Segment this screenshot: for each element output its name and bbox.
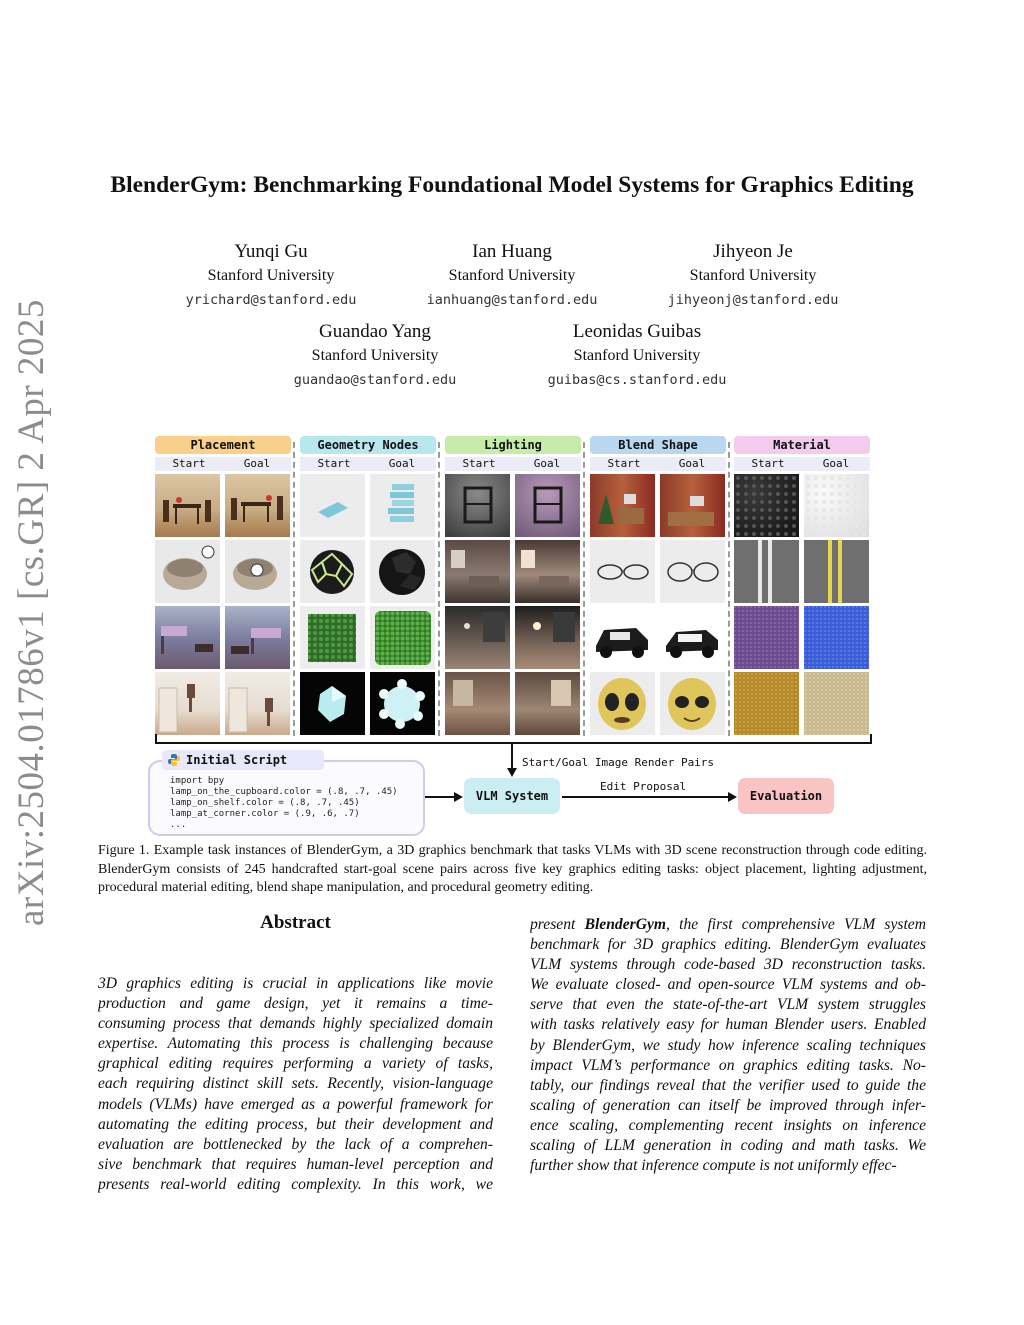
code-line: lamp_at_corner.color = (.9, .6, .7): [170, 809, 360, 819]
task-label-blend-shape: Blend Shape: [590, 436, 726, 454]
goal-label: Goal: [822, 457, 850, 470]
render-thumbnail: [370, 474, 435, 537]
render-thumbnail: [804, 672, 869, 735]
evaluation-box: Evaluation: [738, 778, 834, 814]
abstract-right-column: [530, 915, 926, 1176]
render-thumbnail: [300, 606, 365, 669]
author-name: Guandao Yang: [319, 321, 431, 342]
abstract-line: presents real-world editing complexity. In this work, we: [98, 1175, 493, 1193]
start-goal-header: [300, 457, 436, 471]
abstract-line: consuming process that demands highly specialized domain: [98, 1015, 493, 1033]
author-affiliation: Stanford University: [448, 267, 576, 284]
edit-proposal-arrow-line: [562, 796, 728, 798]
render-thumbnail: [804, 474, 869, 537]
render-thumbnail: [225, 672, 290, 735]
author-name: Ian Huang: [472, 241, 552, 262]
author-block: [255, 320, 495, 392]
author-affiliation: Stanford University: [573, 347, 701, 364]
abstract-line: VLM systems through code-based 3D reconstruction tasks.: [530, 956, 926, 974]
abstract-line: with tasks relatively easy for human Blender users. Enabled: [530, 1016, 926, 1034]
start-label: Start: [607, 457, 641, 470]
author-block: [392, 240, 632, 312]
task-column-geometry-nodes: [300, 436, 436, 735]
render-thumbnail: [445, 474, 510, 537]
column-separator: [438, 442, 440, 736]
abstract-line: scaling of generation can itself be improved through infer-: [530, 1096, 926, 1114]
task-column-blend-shape: [590, 436, 726, 735]
render-thumbnail: [515, 606, 580, 669]
render-thumbnail: [734, 540, 799, 603]
render-thumbnail: [225, 474, 290, 537]
column-separator: [728, 442, 730, 736]
start-goal-header: [155, 457, 291, 471]
abstract-line: We evaluate closed- and open-source VLM systems and ob-: [530, 976, 926, 994]
render-thumbnail: [155, 474, 220, 537]
task-label-geometry-nodes: Geometry Nodes: [300, 436, 436, 454]
render-thumbnail: [660, 540, 725, 603]
vlm-system-box: VLM System: [464, 778, 560, 814]
benchmark-name: BlenderGym: [584, 916, 667, 933]
figure-task-instances: [150, 436, 880, 836]
goal-label: Goal: [678, 457, 706, 470]
task-column-material: [734, 436, 870, 735]
render-thumbnail: [590, 474, 655, 537]
arxiv-identifier-stamp: arXiv:2504.01786v1 [cs.GR] 2 Apr 2025: [11, 299, 52, 926]
render-thumbnail: [370, 672, 435, 735]
render-thumbnail: [300, 540, 365, 603]
initial-script-tag: [162, 750, 324, 770]
render-thumbnail: [734, 672, 799, 735]
render-thumbnail: [515, 540, 580, 603]
script-to-vlm-arrow-line: [425, 796, 455, 798]
author-name: Jihyeon Je: [713, 241, 793, 262]
code-line: import bpy: [170, 776, 225, 786]
abstract-line: automating the editing process, but their development and: [98, 1115, 493, 1133]
abstract-line: impact VLM’s performance on graphics editing tasks. No-: [530, 1056, 926, 1074]
code-line: lamp_on_shelf.color = (.8, .7, .45): [170, 798, 360, 808]
python-icon: [167, 753, 181, 767]
author-block: [517, 320, 757, 392]
render-thumbnail: [300, 672, 365, 735]
author-affiliation: Stanford University: [689, 267, 817, 284]
start-label: Start: [751, 457, 785, 470]
code-line: lamp_on_the_cupboard.color = (.8, .7, .45): [170, 787, 398, 797]
author-email[interactable]: ianhuang@stanford.edu: [426, 292, 598, 308]
abstract-line: ence scaling, complementing recent insights on inference: [530, 1116, 926, 1134]
author-email[interactable]: yrichard@stanford.edu: [185, 292, 357, 308]
author-email[interactable]: guibas@cs.stanford.edu: [547, 372, 727, 388]
render-thumbnail: [660, 672, 725, 735]
abstract-heading: Abstract: [260, 912, 331, 933]
render-thumbnail: [225, 540, 290, 603]
render-thumbnail: [300, 474, 365, 537]
render-thumbnail: [804, 606, 869, 669]
start-label: Start: [317, 457, 351, 470]
paper-title: BlenderGym: Benchmarking Foundational Model Systems for Graphics Editing: [110, 172, 914, 198]
render-thumbnail: [660, 606, 725, 669]
abstract-line: graphical editing requires performing a variety of tasks,: [98, 1055, 493, 1073]
render-thumbnail: [734, 474, 799, 537]
render-thumbnail: [590, 672, 655, 735]
task-column-placement: [155, 436, 291, 735]
abstract-line: scaling of LLM generation in coding and math tasks. We: [530, 1137, 926, 1155]
edit-proposal-label: Edit Proposal: [600, 780, 687, 793]
abstract-line: serve that even the state-of-the-art VLM system struggles: [530, 996, 926, 1014]
abstract-line: sive benchmark that requires human-level perception and: [98, 1155, 493, 1173]
author-email[interactable]: guandao@stanford.edu: [293, 372, 457, 388]
abstract-line: evaluation are bottlenecked by the lack of a comprehen-: [98, 1135, 493, 1153]
start-goal-header: [734, 457, 870, 471]
author-affiliation: Stanford University: [311, 347, 439, 364]
author-affiliation: Stanford University: [207, 267, 335, 284]
render-thumbnail: [804, 540, 869, 603]
abstract-text: , the first comprehensive VLM system: [666, 916, 926, 933]
author-block: [151, 240, 391, 312]
task-label-lighting: Lighting: [445, 436, 581, 454]
abstract-line: by BlenderGym, we study how inference scaling techniques: [530, 1036, 926, 1054]
render-thumbnail: [225, 606, 290, 669]
author-name: Yunqi Gu: [234, 241, 308, 262]
render-thumbnail: [370, 540, 435, 603]
abstract-line: expertise. Automating this process is challenging because: [98, 1035, 493, 1053]
initial-script-label: Initial Script: [186, 753, 288, 767]
figure-bracket: [155, 734, 872, 744]
abstract-line: models (VLMs) have emerged as a powerful framework for: [98, 1095, 493, 1113]
author-block: [633, 240, 873, 312]
abstract-line: 3D graphics editing is crucial in applications like movie: [98, 975, 493, 992]
render-thumbnail: [515, 672, 580, 735]
edit-proposal-arrow-head: [728, 792, 737, 802]
start-goal-header: [445, 457, 581, 471]
abstract-text: present: [530, 916, 585, 933]
render-thumbnail: [590, 606, 655, 669]
code-line: ...: [170, 820, 187, 830]
column-separator: [293, 442, 295, 736]
render-thumbnail: [370, 606, 435, 669]
render-pairs-arrow-line: [511, 742, 513, 768]
render-thumbnail: [445, 540, 510, 603]
render-thumbnail: [445, 606, 510, 669]
figure-caption: Figure 1. Example task instances of BlenderGym, a 3D graphics benchmark that tasks VLMs with 3D scene reconstruction through code editing. BlenderGym consists of 245 handcrafted start-goal scene pairs across five key graphics editing tasks: object placement, lighting adjustment, procedural material editing, blend shape manipulation, and procedural geometry editing.: [98, 843, 927, 895]
initial-script-box: [148, 760, 425, 836]
goal-label: Goal: [388, 457, 416, 470]
abstract-line: benchmark for 3D graphics editing. BlenderGym evaluates: [530, 936, 926, 954]
task-label-placement: Placement: [155, 436, 291, 454]
goal-label: Goal: [243, 457, 271, 470]
render-pairs-label: Start/Goal Image Render Pairs: [522, 756, 715, 769]
task-label-material: Material: [734, 436, 870, 454]
abstract-line: tably, our findings reveal that the verifier used to guide the: [530, 1076, 926, 1094]
render-thumbnail: [734, 606, 799, 669]
start-label: Start: [172, 457, 206, 470]
render-thumbnail: [155, 606, 220, 669]
author-name: Leonidas Guibas: [572, 321, 702, 342]
abstract-line: production and game design, yet it remains a time-: [98, 995, 493, 1013]
column-separator: [583, 442, 585, 736]
abstract-line: [530, 915, 926, 935]
script-to-vlm-arrow-head: [454, 792, 463, 802]
render-thumbnail: [590, 540, 655, 603]
abstract-left-column: [98, 974, 493, 1195]
render-thumbnail: [155, 540, 220, 603]
start-goal-header: [590, 457, 726, 471]
render-thumbnail: [445, 672, 510, 735]
render-thumbnail: [660, 474, 725, 537]
start-label: Start: [462, 457, 496, 470]
render-thumbnail: [515, 474, 580, 537]
render-pairs-arrow-head: [507, 768, 517, 777]
abstract-line: each requiring distinct skill sets. Recently, vision-language: [98, 1075, 493, 1093]
author-email[interactable]: jihyeonj@stanford.edu: [667, 292, 839, 308]
abstract-line: further show that inference compute is not uniformly effec-: [530, 1157, 897, 1175]
goal-label: Goal: [533, 457, 561, 470]
task-column-lighting: [445, 436, 581, 735]
render-thumbnail: [155, 672, 220, 735]
